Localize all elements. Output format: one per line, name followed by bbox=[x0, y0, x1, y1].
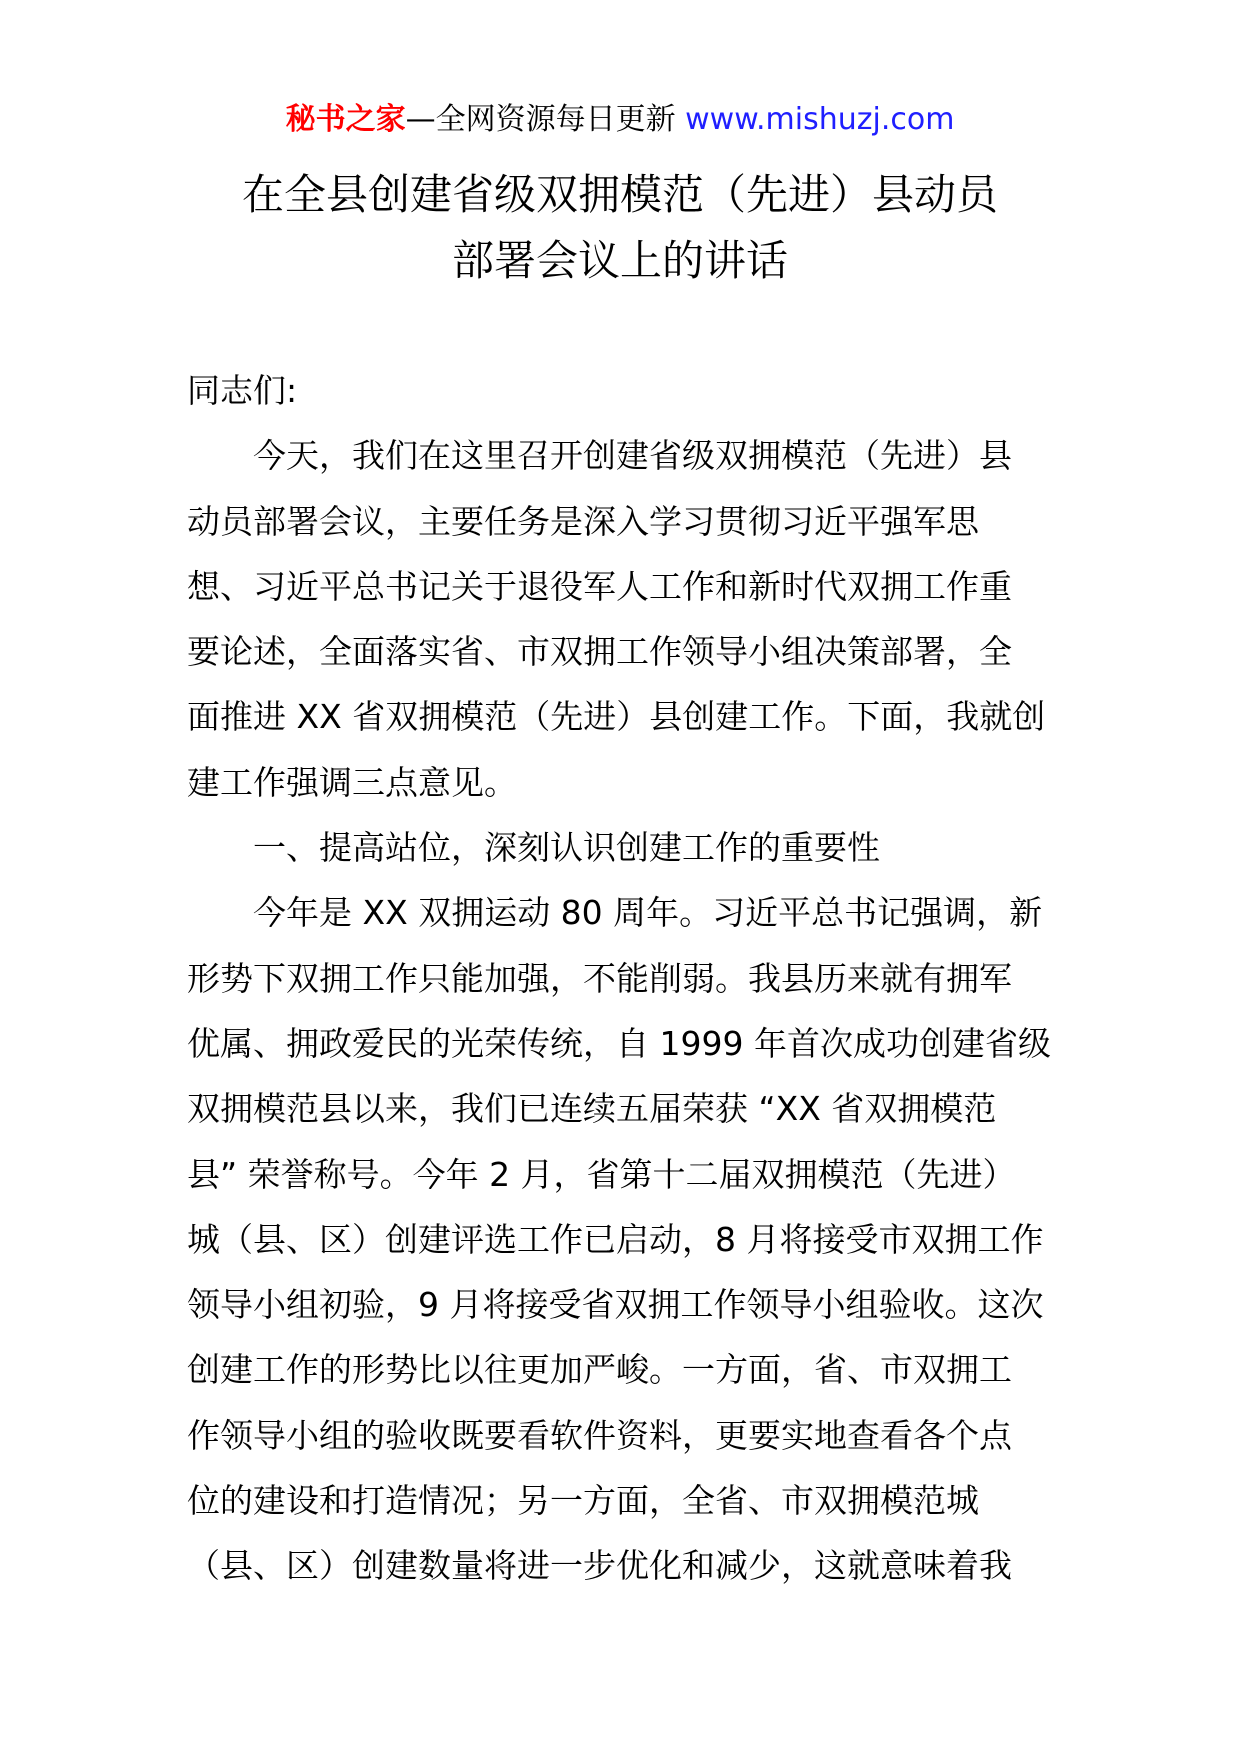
paragraph-line: 领导小组初验，9 月将接受省双拥工作领导小组验收。这次 bbox=[187, 1285, 1044, 1325]
section-heading: 一、提高站位，深刻认识创建工作的重要性 bbox=[253, 828, 880, 868]
salutation: 同志们: bbox=[187, 371, 298, 410]
paragraph-line: 今年是 XX 双拥运动 80 周年。习近平总书记强调，新 bbox=[253, 893, 1043, 933]
paragraph-line: 建工作强调三点意见。 bbox=[187, 762, 517, 802]
paragraph-line: 动员部署会议，主要任务是深入学习贯彻习近平强军思 bbox=[187, 501, 979, 541]
title-line-1: 在全县创建省级双拥模范（先进）县动员 bbox=[241, 170, 998, 219]
paragraph-line: 形势下双拥工作只能加强，不能削弱。我县历来就有拥军 bbox=[187, 958, 1012, 998]
paragraph-line: 想、习近平总书记关于退役军人工作和新时代双拥工作重 bbox=[187, 566, 1012, 606]
document-title bbox=[0, 162, 1240, 294]
paragraph-line: 优属、拥政爱民的光荣传统，自 1999 年首次成功创建省级 bbox=[187, 1023, 1051, 1063]
paragraph-line: 面推进 XX 省双拥模范（先进）县创建工作。下面，我就创 bbox=[187, 697, 1046, 737]
paragraph-line: 今天，我们在这里召开创建省级双拥模范（先进）县 bbox=[253, 436, 1012, 476]
title-line-2: 部署会议上的讲话 bbox=[451, 236, 788, 285]
site-url-link[interactable]: www.mishuzj.com bbox=[685, 102, 955, 137]
paragraph-line: 创建工作的形势比以往更加严峻。一方面，省、市双拥工 bbox=[187, 1350, 1012, 1390]
tagline: —全网资源每日更新 bbox=[405, 102, 676, 137]
paragraph-line: 县” 荣誉称号。今年 2 月，省第十二届双拥模范（先进） bbox=[187, 1154, 1016, 1194]
paragraph-line: 位的建设和打造情况；另一方面，全省、市双拥模范城 bbox=[187, 1481, 979, 1521]
brand-name: 秘书之家 bbox=[285, 102, 406, 137]
paragraph-line: 作领导小组的验收既要看软件资料，更要实地查看各个点 bbox=[187, 1415, 1012, 1455]
document-body bbox=[187, 358, 1059, 1599]
paragraph-line: 城（县、区）创建评选工作已启动，8 月将接受市双拥工作 bbox=[187, 1219, 1044, 1259]
paragraph-line: （县、区）创建数量将进一步优化和减少，这就意味着我 bbox=[187, 1546, 1012, 1586]
paragraph-line: 双拥模范县以来，我们已连续五届荣获 “XX 省双拥模范 bbox=[187, 1089, 997, 1129]
paragraph-line: 要论述，全面落实省、市双拥工作领导小组决策部署，全 bbox=[187, 632, 1012, 672]
header-banner bbox=[0, 100, 1240, 140]
